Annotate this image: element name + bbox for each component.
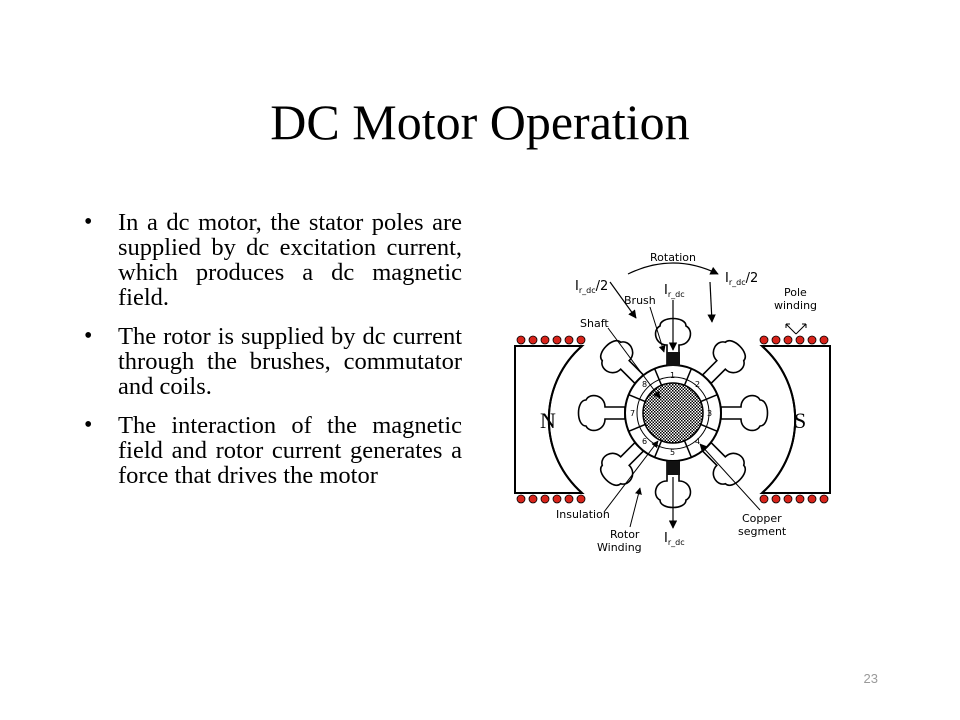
segment-number: 6 bbox=[642, 437, 648, 446]
bullet-text: In a dc motor, the stator poles are supplied by dc excitation current, which produces a dc magnetic field. bbox=[118, 209, 462, 311]
bullet-list bbox=[84, 210, 462, 502]
brush-bottom bbox=[667, 461, 680, 475]
pole-winding-dots-bottom-left bbox=[517, 495, 585, 503]
segment-number: 4 bbox=[695, 437, 701, 446]
current-arrow-right bbox=[710, 282, 712, 322]
segment-number: 5 bbox=[670, 448, 676, 457]
shaft-label: Shaft bbox=[580, 317, 609, 330]
page-number: 23 bbox=[863, 671, 878, 686]
insulation-label: Insulation bbox=[556, 508, 610, 521]
pole-winding-dots-bottom-right bbox=[760, 495, 828, 503]
bullet-item bbox=[84, 413, 462, 488]
bullet-dot: • bbox=[84, 412, 93, 438]
copper-segment-label: Copper segment bbox=[738, 512, 787, 538]
current-label-left: $I_{r\_dc}/2$ bbox=[575, 279, 609, 295]
pole-south-label: S bbox=[794, 408, 807, 433]
segment-number: 8 bbox=[642, 380, 648, 389]
bullet-dot: • bbox=[84, 323, 93, 349]
rotation-label: Rotation bbox=[650, 251, 697, 264]
pole-winding-dots-top-right bbox=[760, 336, 828, 344]
pole-north-label: N bbox=[540, 408, 556, 433]
brush-label: Brush bbox=[624, 294, 656, 307]
rotor-winding-leader bbox=[630, 488, 640, 527]
pole-winding-indicator bbox=[786, 324, 806, 334]
segment-number: 7 bbox=[630, 409, 636, 418]
bullet-text: The interaction of the magnetic field and rotor current generates a force that drives the motor bbox=[118, 412, 462, 489]
bullet-dot: • bbox=[84, 209, 93, 235]
segment-number: 2 bbox=[695, 380, 701, 389]
brush-top bbox=[667, 352, 680, 366]
current-label-bottom: $I_{r\_dc}$ bbox=[664, 531, 685, 547]
dc-motor-diagram bbox=[505, 238, 840, 568]
bullet-item bbox=[84, 324, 462, 399]
current-label-right: $I_{r\_dc}/2$ bbox=[725, 271, 759, 287]
bullet-item bbox=[84, 210, 462, 310]
slide-title: DC Motor Operation bbox=[270, 94, 690, 150]
shaft bbox=[643, 383, 703, 443]
pole-winding-label: Pole winding bbox=[774, 286, 818, 312]
rotation-arrow bbox=[628, 263, 718, 274]
rotor-winding-label: Rotor Winding bbox=[597, 528, 642, 554]
pole-winding-dots-top-left bbox=[517, 336, 585, 344]
bullet-text: The rotor is supplied by dc current through the brushes, commutator and coils. bbox=[118, 323, 462, 400]
current-label-top: $I_{r\_dc}$ bbox=[664, 283, 685, 299]
segment-number: 1 bbox=[670, 371, 676, 380]
segment-number: 3 bbox=[707, 409, 713, 418]
